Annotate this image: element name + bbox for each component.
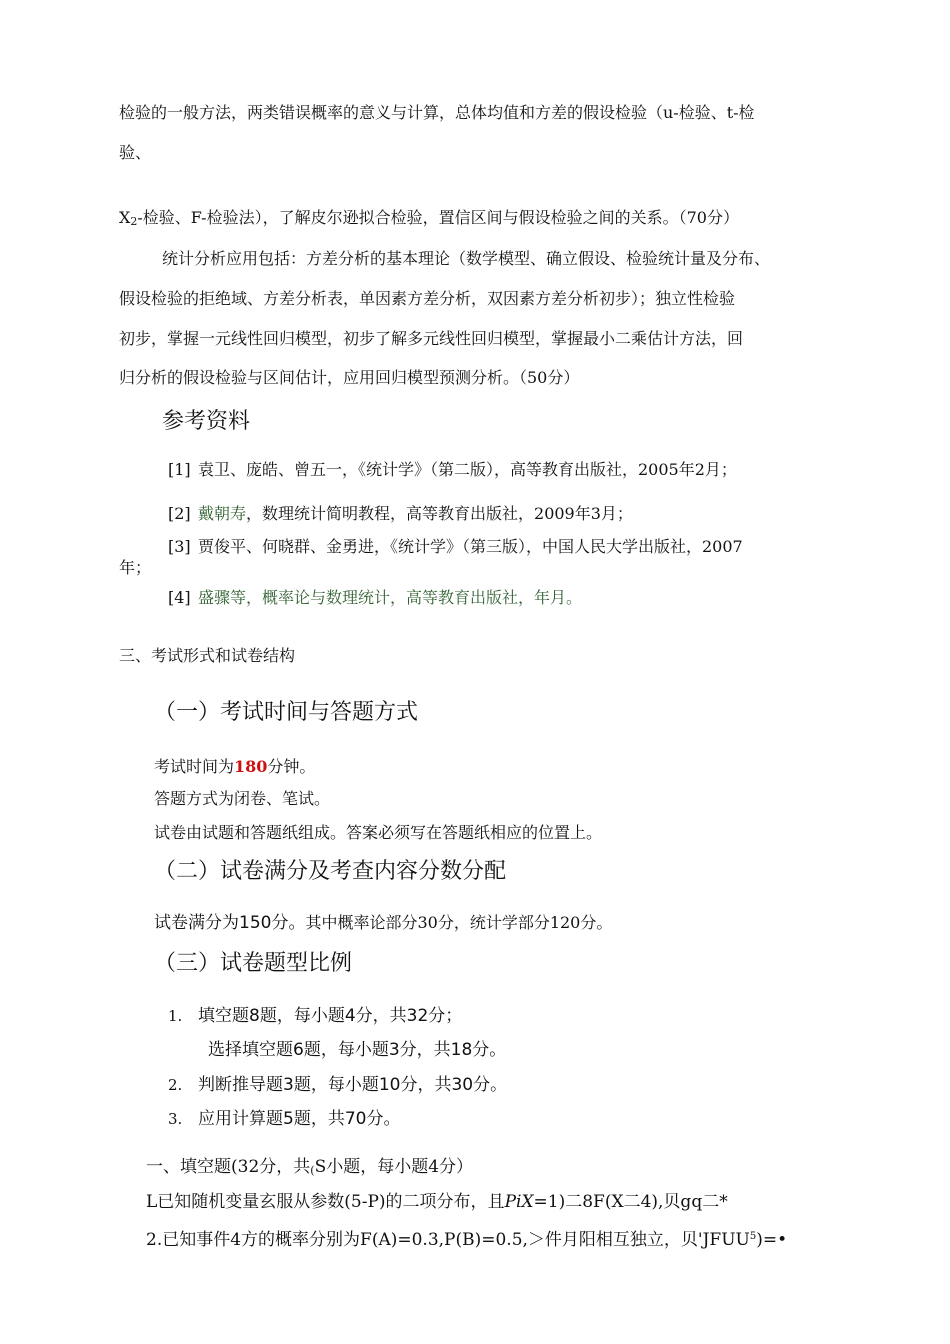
question-2 [146, 1227, 787, 1250]
question-2-sup: 5 [749, 1231, 757, 1242]
question-1-a: L已知随机变量玄服从参数(5-P)的二项分布，且 [146, 1192, 505, 1212]
reference-number: [4] [168, 588, 191, 607]
para1-line2: 验、 [119, 143, 152, 162]
score-allocation [154, 913, 612, 933]
reference-text: 贾俊平、何晓群、金勇进，《统计学》（第三版），中国人民大学出版社，2007 [198, 537, 743, 556]
subsection3-title: （三）试卷题型比例 [154, 951, 353, 976]
question-1 [146, 1192, 728, 1212]
para1-line3-text: -检验、F-检验法），了解皮尔逊拟合检验，置信区间与假设检验之间的关系。（70分） [137, 208, 739, 227]
section3-title: 三、考试形式和试卷结构 [119, 646, 296, 665]
para2-line1: 统计分析应用包括：方差分析的基本理论（数学模型、确立假设、检验统计量及分布、 [162, 249, 771, 268]
reference-text: 盛骤等，概率论与数理统计，高等教育出版社，年月。 [198, 588, 583, 607]
reference-number: [1] [168, 460, 191, 479]
references-heading: 参考资料 [162, 409, 251, 434]
exam-time [154, 757, 315, 777]
reference-number: [3] [168, 537, 191, 556]
exam-time-suffix: 分钟。 [267, 757, 316, 776]
reference-4 [168, 588, 582, 608]
list-text: 判断推导题3题，每小题10分，共30分。 [198, 1075, 508, 1095]
question-2-a: 2.已知事件4方的概率分别为F(A)=0.3,P(B)=0.5,＞件月阳相互独立，贝'JFUU [146, 1230, 750, 1250]
subsection1-title: （一）考试时间与答题方式 [154, 700, 419, 725]
list-number: 3. [168, 1110, 183, 1128]
question-2-b: )=• [756, 1230, 788, 1250]
chi-symbol: X [119, 208, 131, 227]
question-1-b: =1)二8F(X二4),贝gq二* [533, 1192, 728, 1212]
chi-subscript: 2 [130, 215, 138, 228]
questions-heading [146, 1157, 473, 1181]
question-1-italic: PiX [504, 1192, 534, 1212]
question-type-1b: 选择填空题6题，每小题3分，共18分。 [208, 1040, 507, 1060]
questions-heading-a: 一、填空题(32分，共 [146, 1157, 311, 1177]
exam-time-prefix: 考试时间为 [154, 757, 235, 776]
reference-text: ，数理统计简明教程，高等教育出版社，2009年3月； [246, 504, 633, 523]
para1-line3 [119, 208, 739, 232]
exam-paper: 试卷由试题和答题纸组成。答案必须写在答题纸相应的位置上。 [154, 823, 603, 842]
score-allocation-b: 其中概率论部分30分，统计学部分120分。 [305, 913, 613, 932]
reference-number: [2] [168, 504, 191, 523]
para2-line2: 假设检验的拒绝域、方差分析表，单因素方差分析，双因素方差分析初步）；独立性检验 [119, 289, 736, 308]
subsection2-title: （二）试卷满分及考查内容分数分配 [154, 859, 507, 884]
question-type-3 [168, 1109, 400, 1129]
questions-heading-sub: ( [310, 1164, 315, 1177]
list-text: 填空题8题，每小题4分，共32分； [198, 1006, 463, 1026]
reference-1 [168, 460, 737, 480]
exam-time-value: 180 [234, 757, 268, 776]
exam-mode: 答题方式为闭卷、笔试。 [154, 789, 331, 808]
list-number: 1. [168, 1007, 183, 1025]
para2-line3: 初步，掌握一元线性回归模型，初步了解多元线性回归模型，掌握最小二乘估计方法，回 [119, 329, 744, 348]
para2-line4: 归分析的假设检验与区间估计，应用回归模型预测分析。（50分） [119, 368, 580, 387]
reference-3 [168, 537, 743, 557]
score-allocation-a: 试卷满分为150分。 [154, 913, 306, 933]
question-type-2 [168, 1075, 507, 1095]
reference-3-continuation: 年； [119, 558, 152, 577]
reference-text: 袁卫、庞皓、曾五一，《统计学》（第二版），高等教育出版社，2005年2月； [198, 460, 737, 479]
reference-2 [168, 504, 633, 524]
reference-author: 戴朝寿 [198, 504, 247, 523]
list-number: 2. [168, 1076, 183, 1094]
list-text: 应用计算题5题，共70分。 [198, 1109, 401, 1129]
question-type-1 [168, 1006, 462, 1026]
questions-heading-b: S小题，每小题4分） [314, 1157, 474, 1177]
para1-line1: 检验的一般方法，两类错误概率的意义与计算，总体均值和方差的假设检验（u-检验、t-检 [119, 103, 755, 122]
